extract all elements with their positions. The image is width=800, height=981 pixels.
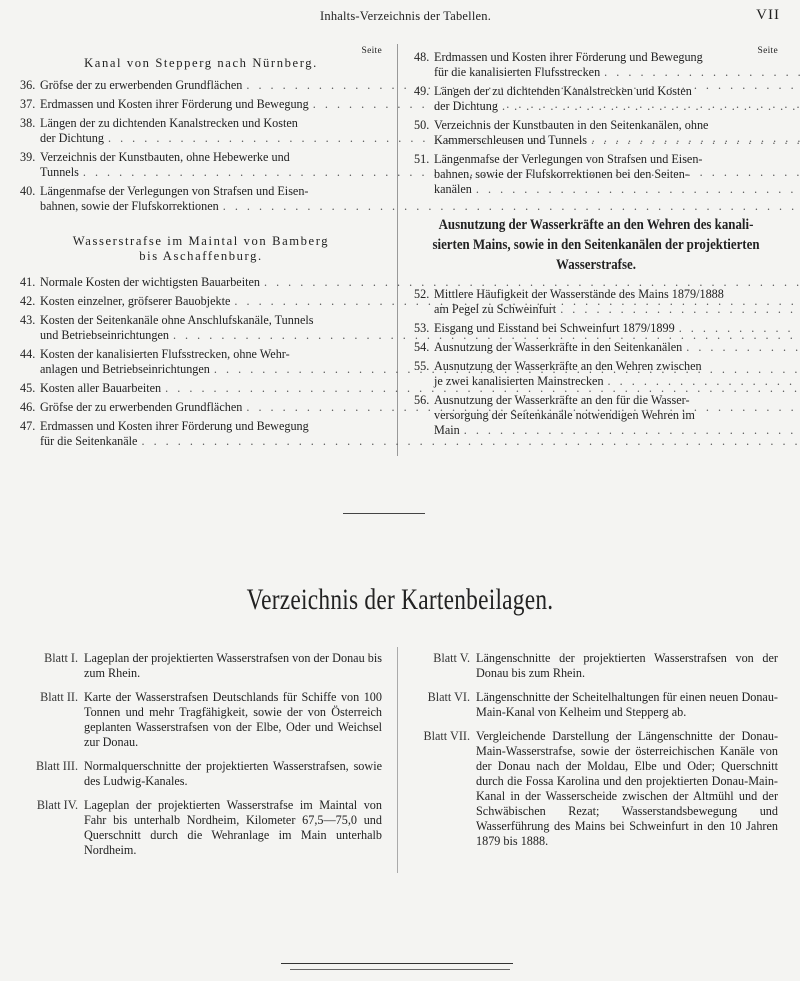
toc-entry [20,78,382,93]
running-title: Inhalts-Verzeichnis der Tabellen. [320,9,492,23]
entry-body [434,84,800,114]
entry-text: Kosten einzelner, gröfserer Bauobjekte [40,294,231,308]
entry-number: 36. [20,78,36,92]
leader-dots [560,302,800,317]
entry-body [434,287,800,317]
entry-text: Main [434,423,460,437]
entry-number: 41. [20,275,36,289]
leader-dots [604,65,800,80]
toc-entry [20,313,382,343]
entry-text: für die kanalisierten Flufsstrecken [434,65,601,79]
bottom-rule [281,963,513,964]
toc-entry [20,347,382,377]
toc-entry [414,393,778,438]
section-title-nuernberg: Kanal von Stepperg nach Nürnberg. [84,56,318,70]
blatt-description: Vergleichende Darstellung der Längenschnitte der Donau-Main-Wasserstrafse, sowie der österreichischen Kanäle von der Donau nach der Moldau, Elbe und Oder; Querschnitt durch die Fossa Karolina und den projektierten Donau-Main-Kanal in der Wasserscheide zwischen der Altmühl und der Schwäbischen Rezat; Wasserstandsbewegung und Wasserführung des Mains bei Schweinfurt in den 10 Jahren 1879 bis 1888. [476,729,778,848]
blatt-description: Längenschnitte der projektierten Wasserstrafsen von der Donau bis zum Rhein. [476,651,778,680]
right-column [414,46,778,442]
running-head [0,7,800,27]
blatt-list-left [22,651,382,867]
entry-number: 37. [20,97,36,111]
entry-number: 52. [414,287,430,301]
entry-last-line [434,99,800,114]
seite-label: Seite [361,46,382,56]
blatt-entry [414,690,778,720]
entry-number: 50. [414,118,430,132]
section-entries-right-top [414,50,778,197]
column-divider-bottom [397,647,398,873]
blatt-description: Lageplan der projektierten Wasserstrafsen von der Donau bis zum Rhein. [84,651,382,680]
entry-text-line: Längen der zu dichtenden Kanalstrecken und Kosten [40,116,298,130]
entry-number: 51. [414,152,430,166]
entry-text: Gröfse der zu erwerbenden Grundflächen [40,400,243,414]
bottom-rule [290,969,510,970]
entry-body [434,340,800,355]
entry-text-line: Erdmassen und Kosten ihrer Förderung und Bewegung [434,50,703,64]
leader-dots [608,374,800,389]
entry-text: Normale Kosten der wichtigsten Bauarbeiten [40,275,260,289]
entry-number: 56. [414,393,430,407]
entry-text-line: Ausnutzung der Wasserkräfte an den für die Wasser- [434,393,690,407]
blatt-description: Karte der Wasserstrafsen Deutschlands für Schiffe von 100 Tonnen und mehr Tragfähigkeit, sowie der von Österreich geplanten Wasserstrafsen von der Elbe, Oder und Weichsel zur Donau. [84,690,382,749]
entry-text-line: Ausnutzung der Wasserkräfte an den Wehren zwischen [434,359,702,373]
entry-text: und Betriebseinrichtungen [40,328,169,342]
toc-entry [20,150,382,180]
entry-body [434,359,800,389]
blatt-entry [22,759,382,789]
entry-text-line: Verzeichnis der Kunstbauten, ohne Hebewerke und [40,150,290,164]
entry-text-line: Erdmassen und Kosten ihrer Förderung und Bewegung [40,419,309,433]
toc-entry [20,419,382,449]
leader-dots [464,423,800,438]
entry-last-line [434,182,800,197]
entry-text-line: Längen der zu dichtenden Kanalstrecken und Kosten [434,84,692,98]
blatt-label: Blatt VI. [427,690,470,704]
entry-last-line [434,340,800,355]
blatt-description: Längenschnitte der Scheitelhaltungen für einen neuen Donau-Main-Kanal von Kelheim und Stepperg ab. [476,690,778,719]
section-entries-nuernberg [20,78,382,214]
entry-text: Erdmassen und Kosten ihrer Förderung und Bewegung [40,97,309,111]
blatt-entry [22,651,382,681]
entry-text: am Pegel zu Schweinfurt [434,302,557,316]
entry-body [434,321,800,336]
entry-number: 38. [20,116,36,130]
entry-body [434,152,800,197]
blatt-description: Lageplan der projektierten Wasserstrafse im Maintal von Fahr bis unterhalb Nordheim, Kilometer 67,5—75,0 und Querschnitt durch die Wehranlage im Main unterhalb Nordheim. [84,798,382,857]
entry-text: Ausnutzung der Wasserkräfte in den Seitenkanälen [434,340,683,354]
entry-last-line [434,65,800,80]
entry-number: 46. [20,400,36,414]
toc-entry [20,400,382,415]
seite-label: Seite [757,46,778,56]
leader-dots [502,99,800,114]
entry-last-line [434,302,800,317]
blatt-label: Blatt IV. [36,798,78,812]
entry-last-line [434,423,800,438]
toc-entry [414,321,778,336]
left-column [20,46,382,453]
entry-text: Kammerschleusen und Tunnels [434,133,588,147]
entry-number: 42. [20,294,36,308]
toc-entry [414,118,778,148]
entry-number: 48. [414,50,430,64]
entry-text: Tunnels [40,165,79,179]
entry-text: Gröfse der zu erwerbenden Grundflächen [40,78,243,92]
leader-dots [591,133,800,148]
entry-text: anlagen und Betriebseinrichtungen [40,362,210,376]
entry-text-line: Längenmafse der Verlegungen von Strafsen und Eisen- [434,152,703,166]
blatt-list-right [414,651,778,858]
entry-number: 43. [20,313,36,327]
page-number: VII [756,7,780,23]
blatt-entry [22,798,382,858]
entry-number: 53. [414,321,430,335]
entry-number: 49. [414,84,430,98]
entry-text: je zwei kanalisierten Mainstrecken [434,374,604,388]
entry-number: 40. [20,184,36,198]
entry-last-line [434,321,800,336]
entry-text-line: Kosten der kanalisierten Flufsstrecken, ohne Wehr- [40,347,290,361]
entry-number: 45. [20,381,36,395]
entry-text-line: Mittlere Häufigkeit der Wasserstände des Mains 1879/1888 [434,287,724,301]
toc-entry [20,116,382,146]
ausnutzung-heading-line2: sierten Mains, sowie in den Seitenkanälen der projektierten [432,237,760,253]
entry-text: Kosten aller Bauarbeiten [40,381,162,395]
toc-entry [414,340,778,355]
blatt-label: Blatt III. [36,759,78,773]
blatt-entry [414,729,778,849]
section-title-maintal-line2: bis Aschaffenburg. [139,249,263,263]
blatt-entry [22,690,382,750]
toc-entry [414,359,778,389]
blatt-label: Blatt V. [433,651,470,665]
entry-number: 39. [20,150,36,164]
toc-entry [414,50,778,80]
toc-entry [414,287,778,317]
entry-number: 54. [414,340,430,354]
toc-entry [20,381,382,396]
entry-text-line: Verzeichnis der Kunstbauten in den Seitenkanälen, ohne [434,118,709,132]
entry-text: der Dichtung [434,99,498,113]
blatt-entry [414,651,778,681]
entry-number: 44. [20,347,36,361]
section-entries-maintal [20,275,382,449]
section-entries-right-bottom [414,287,778,438]
toc-entry [20,294,382,309]
entry-text: der Dichtung [40,131,104,145]
blatt-label: Blatt VII. [423,729,470,743]
toc-entry [20,97,382,112]
entry-last-line [434,133,800,148]
entry-text-line: versorgung der Seitenkanäle notwendigen Wehren im [434,408,695,422]
toc-entry [20,275,382,290]
entry-text: kanälen [434,182,472,196]
entry-number: 47. [20,419,36,433]
section-title-maintal-line1: Wasserstrafse im Maintal von Bamberg [72,234,330,248]
entry-body [434,50,800,80]
entry-body [434,118,800,148]
entry-last-line [434,374,800,389]
entry-text-line: Längenmafse der Verlegungen von Strafsen und Eisen- [40,184,309,198]
entry-text: für die Seitenkanäle [40,434,138,448]
entry-body [434,393,800,438]
entry-number: 55. [414,359,430,373]
ausnutzung-heading-line1: Ausnutzung der Wasserkräfte an den Wehren des kanali- [438,217,754,233]
ausnutzung-heading-line3: Wasserstrafse. [556,257,636,273]
entry-text-line: Kosten der Seitenkanäle ohne Anschlufskanäle, Tunnels [40,313,314,327]
leader-dots [679,321,800,336]
toc-entry [414,84,778,114]
section-separator-rule [343,513,425,514]
entry-text: bahnen, sowie der Flufskorrektionen [40,199,219,213]
entry-text-line: bahnen, sowie der Flufskorrektionen bei den Seiten- [434,167,689,181]
blatt-description: Normalquerschnitte der projektierten Wasserstrafsen, sowie des Ludwig-Kanales. [84,759,382,788]
leader-dots [476,182,800,197]
kartenbeilagen-heading: Verzeichnis der Kartenbeilagen. [246,583,554,616]
toc-entry [414,152,778,197]
leader-dots [686,340,800,355]
entry-text: Eisgang und Eisstand bei Schweinfurt 1879/1899 [434,321,675,335]
blatt-label: Blatt II. [40,690,78,704]
blatt-label: Blatt I. [44,651,78,665]
toc-entry [20,184,382,214]
